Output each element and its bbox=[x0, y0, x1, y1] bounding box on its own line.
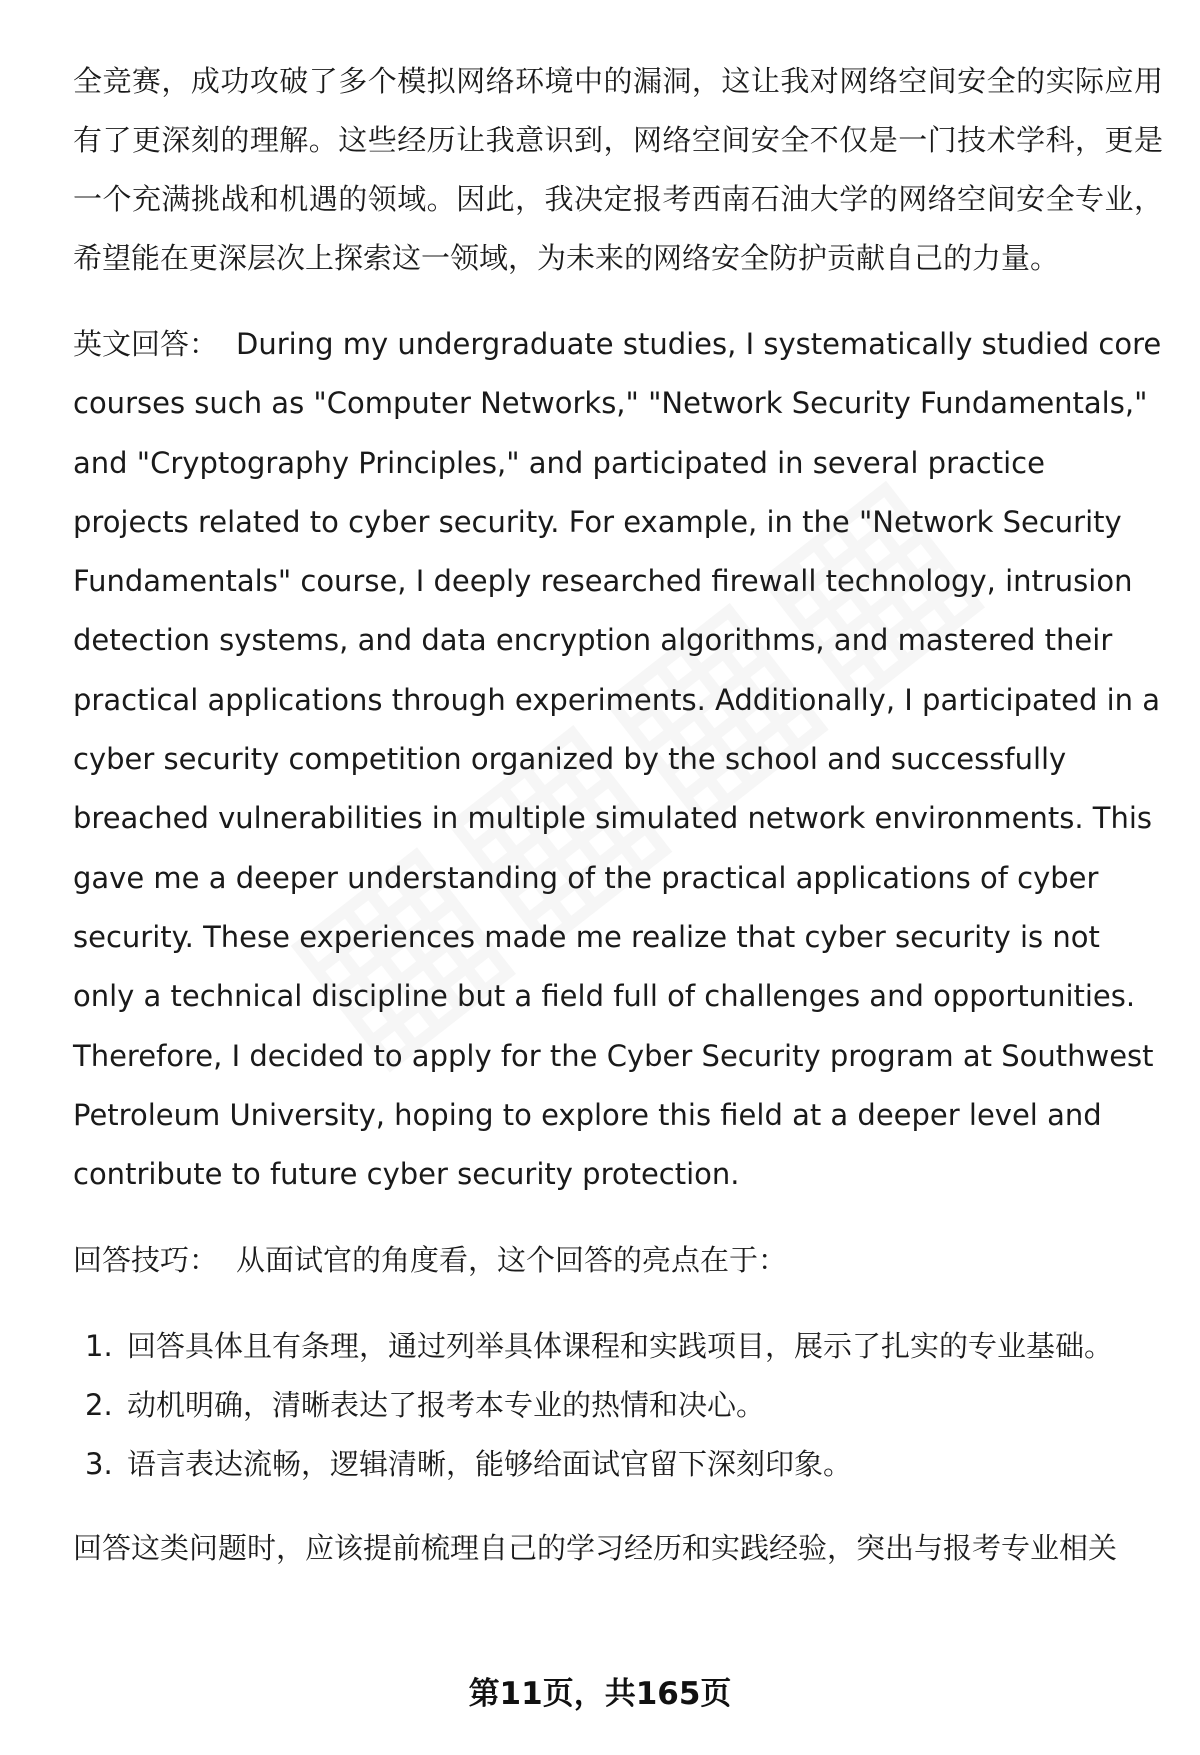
tips-intro: 从面试官的角度看，这个回答的亮点在于： bbox=[236, 1243, 788, 1278]
tips-heading bbox=[73, 1231, 1163, 1290]
english-answer bbox=[73, 315, 1163, 1204]
page-content bbox=[73, 52, 1163, 1605]
tips-list bbox=[73, 1317, 1163, 1494]
tip-number: 1. bbox=[85, 1329, 113, 1364]
tip-item bbox=[73, 1376, 1163, 1435]
tip-text: 语言表达流畅，逻辑清晰，能够给面试官留下深刻印象。 bbox=[127, 1447, 853, 1482]
tips-label: 回答技巧： bbox=[73, 1243, 219, 1278]
tip-text: 动机明确，清晰表达了报考本专业的热情和决心。 bbox=[127, 1388, 766, 1423]
chinese-answer-continuation: 全竞赛，成功攻破了多个模拟网络环境中的漏洞，这让我对网络空间安全的实际应用有了更深刻的理解。这些经历让我意识到，网络空间安全不仅是一门技术学科，更是一个充满挑战和机遇的领域。因此，我决定报考西南石油大学的网络空间安全专业，希望能在更深层次上探索这一领域，为未来的网络安全防护贡献自己的力量。 bbox=[73, 64, 1163, 275]
tip-number: 3. bbox=[85, 1447, 113, 1482]
english-answer-text: During my undergraduate studies, I systematically studied core courses such as "Computer Networks," "Network Security Fundamentals," and "Cryptography Principles," and participated in several practice projects related to cyber security. For example, in the "Network Security Fundamentals" course, I deeply researched firewall technology, intrusion detection systems, and data encryption algorithms, and mastered their practical applications through experiments. Additionally, I participated in a cyber security competition organized by the school and successfully breached vulnerabilities in multiple simulated network environments. This gave me a deeper understanding of the practical applications of cyber security. These experiences made me realize that cyber security is not only a technical discipline but a field full of challenges and opportunities. Therefore, I decided to apply for the Cyber Security program at Southwest Petroleum University, hoping to explore this field at a deeper level and contribute to future cyber security protection. bbox=[73, 327, 1162, 1192]
tip-number: 2. bbox=[85, 1388, 113, 1423]
tip-text: 回答具体且有条理，通过列举具体课程和实践项目，展示了扎实的专业基础。 bbox=[127, 1329, 1114, 1364]
english-answer-label: 英文回答： bbox=[73, 327, 219, 361]
tip-item bbox=[73, 1317, 1163, 1376]
tip-item bbox=[73, 1435, 1163, 1494]
page-number-footer: 第11页，共165页 bbox=[468, 1676, 732, 1712]
closing-paragraph: 回答这类问题时，应该提前梳理自己的学习经历和实践经验，突出与报考专业相关 bbox=[73, 1531, 1118, 1566]
